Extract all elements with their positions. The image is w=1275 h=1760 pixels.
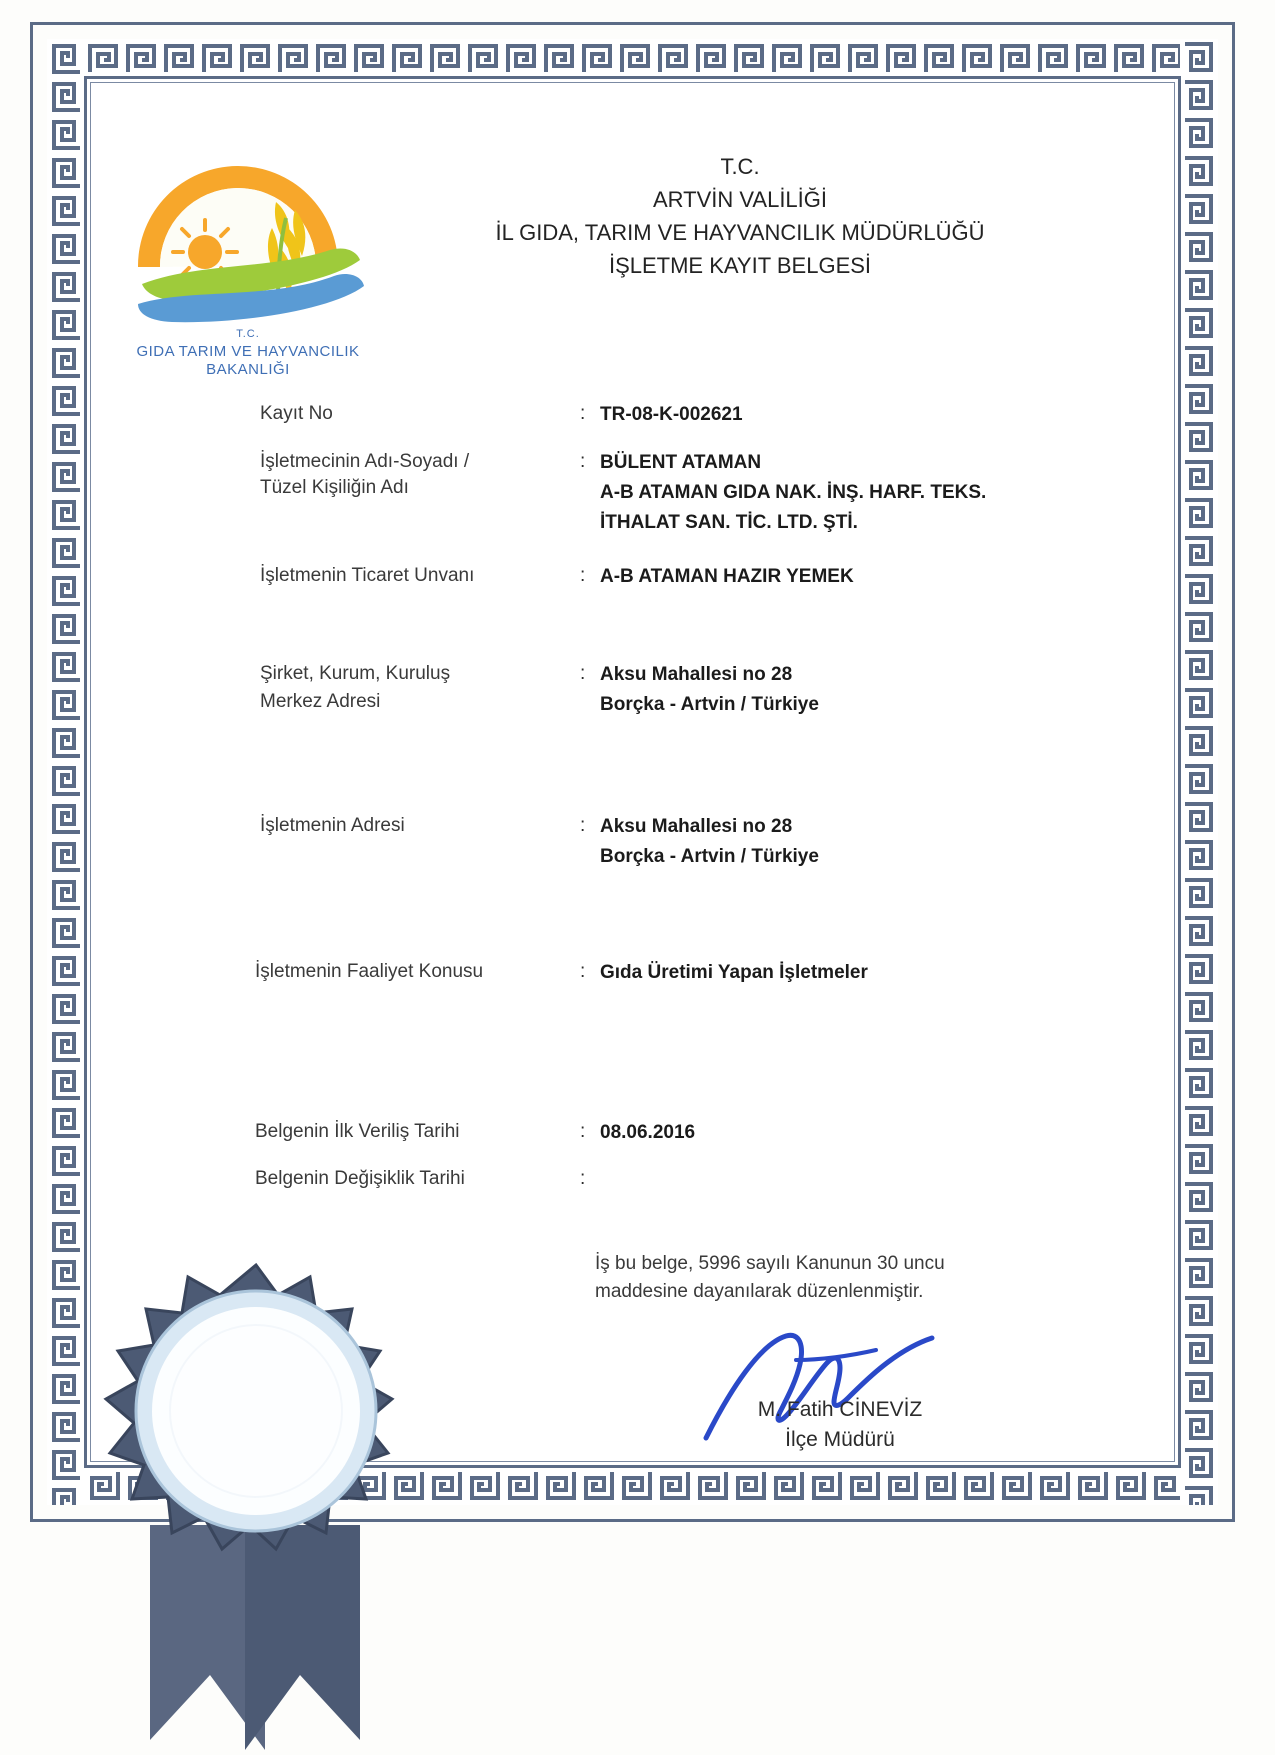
ministry-logo-icon — [120, 132, 375, 357]
legal-note-line-2: maddesine dayanılarak düzenlenmiştir. — [595, 1281, 924, 1302]
border-tile — [1035, 39, 1073, 77]
border-pattern-top — [47, 39, 1218, 77]
field-value-line-1: Aksu Mahallesi no 28 — [600, 816, 793, 837]
border-tile — [47, 457, 85, 495]
border-tile — [997, 39, 1035, 77]
field-label: Kayıt No — [260, 403, 333, 424]
field-value: TR-08-K-002621 — [600, 404, 743, 425]
border-tile — [1180, 39, 1218, 77]
title-line-1: T.C. — [720, 154, 760, 179]
field-value-line-1: BÜLENT ATAMAN — [600, 452, 762, 473]
title-line-3: İL GIDA, TARIM VE HAYVANCILIK MÜDÜRLÜĞÜ — [495, 220, 985, 245]
field-value: A-B ATAMAN HAZIR YEMEK — [600, 566, 854, 587]
border-tile — [579, 39, 617, 77]
border-tile — [47, 1103, 85, 1141]
field-separator: : — [580, 815, 586, 836]
border-tile — [1180, 1445, 1218, 1483]
border-tile — [85, 39, 123, 77]
border-tile — [807, 1467, 845, 1505]
border-tile — [1180, 1369, 1218, 1407]
border-tile — [47, 115, 85, 153]
border-tile — [47, 77, 85, 115]
field-separator: : — [580, 961, 586, 982]
legal-note — [595, 1250, 1075, 1306]
border-tile — [1180, 191, 1218, 229]
border-tile — [47, 305, 85, 343]
border-tile — [1180, 723, 1218, 761]
border-tile — [47, 153, 85, 191]
border-tile — [47, 723, 85, 761]
border-tile — [47, 951, 85, 989]
border-tile — [47, 989, 85, 1027]
field-separator: : — [580, 663, 586, 684]
border-tile — [503, 39, 541, 77]
title-line-2: ARTVİN VALİLİĞİ — [652, 187, 828, 212]
border-tile — [807, 39, 845, 77]
border-tile — [47, 875, 85, 913]
border-tile — [1180, 1217, 1218, 1255]
border-tile — [47, 495, 85, 533]
border-tile — [1180, 1065, 1218, 1103]
border-tile — [845, 1467, 883, 1505]
border-tile — [997, 1467, 1035, 1505]
border-tile — [541, 39, 579, 77]
official-seal-icon — [60, 1195, 450, 1755]
field-separator: : — [580, 403, 586, 424]
border-tile — [1180, 1027, 1218, 1065]
border-tile — [731, 1467, 769, 1505]
field-separator: : — [580, 451, 586, 472]
border-tile — [47, 799, 85, 837]
title-line-4: İŞLETME KAYIT BELGESİ — [608, 253, 872, 278]
signatory-name: M. Fatih CİNEVİZ — [757, 1398, 923, 1421]
border-tile — [769, 39, 807, 77]
field-label: İşletmenin Faaliyet Konusu — [255, 961, 484, 982]
border-tile — [47, 1141, 85, 1179]
border-tile — [47, 267, 85, 305]
border-tile — [769, 1467, 807, 1505]
border-pattern-right — [1180, 39, 1218, 1505]
border-tile — [883, 1467, 921, 1505]
border-tile — [541, 1467, 579, 1505]
field-label-line-2: Tüzel Kişiliğin Adı — [260, 477, 409, 498]
field-label: İşletmenin Adresi — [260, 815, 405, 836]
border-tile — [1180, 153, 1218, 191]
border-tile — [845, 39, 883, 77]
border-tile — [47, 609, 85, 647]
border-tile — [617, 1467, 655, 1505]
border-tile — [1035, 1467, 1073, 1505]
field-label: İşletmenin Ticaret Unvanı — [260, 565, 475, 586]
border-tile — [503, 1467, 541, 1505]
border-tile — [47, 761, 85, 799]
border-tile — [47, 191, 85, 229]
border-tile — [1180, 1407, 1218, 1445]
border-tile — [921, 39, 959, 77]
field-value-line-2: Borçka - Artvin / Türkiye — [600, 694, 819, 715]
border-tile — [959, 1467, 997, 1505]
border-tile — [199, 39, 237, 77]
border-tile — [47, 381, 85, 419]
border-tile — [47, 837, 85, 875]
border-tile — [47, 647, 85, 685]
border-tile — [1180, 1179, 1218, 1217]
border-tile — [123, 39, 161, 77]
border-tile — [1180, 343, 1218, 381]
border-tile — [959, 39, 997, 77]
legal-note-line-1: İş bu belge, 5996 sayılı Kanunun 30 uncu — [595, 1253, 945, 1274]
border-tile — [47, 1027, 85, 1065]
border-tile — [1111, 1467, 1149, 1505]
border-tile — [427, 39, 465, 77]
border-tile — [1180, 229, 1218, 267]
border-tile — [655, 39, 693, 77]
document-title-block — [380, 150, 1100, 282]
border-tile — [1180, 77, 1218, 115]
border-tile — [47, 913, 85, 951]
field-label-line-2: Merkez Adresi — [260, 691, 381, 712]
border-tile — [617, 39, 655, 77]
border-tile — [465, 1467, 503, 1505]
border-tile — [1180, 609, 1218, 647]
border-tile — [1180, 761, 1218, 799]
border-tile — [1180, 989, 1218, 1027]
border-tile — [313, 39, 351, 77]
ministry-logo-caption — [118, 325, 378, 379]
border-tile — [465, 39, 503, 77]
border-tile — [47, 419, 85, 457]
logo-caption-tc: T.C. — [236, 328, 260, 340]
border-tile — [47, 533, 85, 571]
field-label-line-1: İşletmecinin Adı-Soyadı / — [260, 451, 470, 472]
border-tile — [1180, 875, 1218, 913]
border-tile — [1180, 115, 1218, 153]
border-tile — [1180, 1483, 1218, 1505]
border-tile — [1111, 39, 1149, 77]
border-tile — [655, 1467, 693, 1505]
border-tile — [1180, 305, 1218, 343]
field-label-line-1: Şirket, Kurum, Kuruluş — [260, 663, 451, 684]
border-tile — [47, 1065, 85, 1103]
border-tile — [47, 229, 85, 267]
border-tile — [351, 39, 389, 77]
border-tile — [1180, 267, 1218, 305]
border-tile — [731, 39, 769, 77]
field-value: 08.06.2016 — [600, 1122, 696, 1143]
border-tile — [921, 1467, 959, 1505]
signatory-title: İlçe Müdürü — [785, 1428, 895, 1451]
border-tile — [237, 39, 275, 77]
border-tile — [1180, 1331, 1218, 1369]
border-tile — [1180, 1255, 1218, 1293]
border-tile — [579, 1467, 617, 1505]
border-tile — [47, 343, 85, 381]
border-tile — [47, 571, 85, 609]
logo-caption-line2: BAKANLIĞI — [206, 361, 290, 378]
border-tile — [1180, 913, 1218, 951]
logo-caption-line1: GIDA TARIM VE HAYVANCILIK — [136, 343, 360, 360]
field-label: Belgenin İlk Veriliş Tarihi — [255, 1121, 460, 1142]
border-tile — [1073, 1467, 1111, 1505]
field-label: Belgenin Değişiklik Tarihi — [255, 1168, 465, 1189]
border-tile — [389, 39, 427, 77]
border-tile — [1180, 1293, 1218, 1331]
field-separator: : — [580, 1168, 586, 1189]
border-tile — [1073, 39, 1111, 77]
border-tile — [883, 39, 921, 77]
border-tile — [275, 39, 313, 77]
border-tile — [47, 685, 85, 723]
border-tile — [693, 1467, 731, 1505]
field-value-line-2: A-B ATAMAN GIDA NAK. İNŞ. HARF. TEKS. — [600, 482, 987, 503]
border-tile — [47, 39, 85, 77]
field-value-line-1: Aksu Mahallesi no 28 — [600, 664, 793, 685]
border-tile — [693, 39, 731, 77]
field-value-line-2: Borçka - Artvin / Türkiye — [600, 846, 819, 867]
border-tile — [161, 39, 199, 77]
field-value: Gıda Üretimi Yapan İşletmeler — [600, 962, 868, 983]
signatory-block — [680, 1395, 1000, 1455]
field-separator: : — [580, 565, 586, 586]
field-value-line-3: İTHALAT SAN. TİC. LTD. ŞTİ. — [600, 512, 858, 533]
field-separator: : — [580, 1121, 586, 1142]
